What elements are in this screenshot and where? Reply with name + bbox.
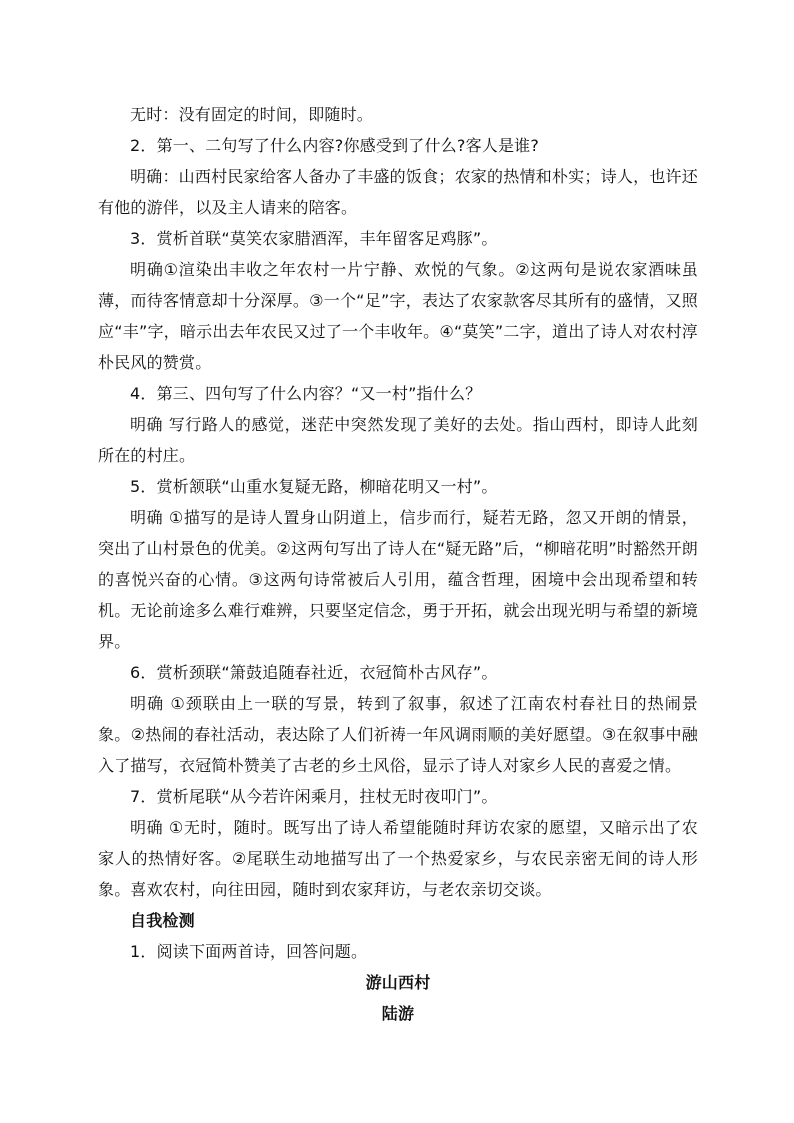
answer-7: 明确 ①无时，随时。既写出了诗人希望能随时拜访农家的愿望，又暗示出了农家人的热情好客。②尾联生动地描写出了一个热爱家乡，与农民亲密无间的诗人形象。喜欢农村，向往田园，随时到农家拜访，与老农亲切交谈。 <box>98 818 698 899</box>
answer-4: 明确 写行路人的感觉，迷茫中突然发现了美好的去处。指山西村，即诗人此刻所在的村庄。 <box>98 415 698 465</box>
question-7: 7．赏析尾联“从今若许闲乘月，拄杖无时夜叩门”。 <box>130 787 498 806</box>
poem-title: 游山西村 <box>365 973 431 992</box>
question-4: 4．第三、四句写了什么内容？“又一村”指什么？ <box>130 384 482 403</box>
question-3: 3．赏析首联“莫笑农家腊酒浑，丰年留客足鸡豚”。 <box>130 229 498 248</box>
answer-6: 明确 ①颈联由上一联的写景，转到了叙事，叙述了江南农村春社日的热闹景象。②热闹的春社活动，表达除了人们祈祷一年风调雨顺的美好愿望。③在叙事中融入了描写，衣冠简朴赞美了古老的乡土风俗，显示了诗人对家乡人民的喜爱之情。 <box>98 694 698 775</box>
section-heading: 自我检测 <box>130 911 195 930</box>
answer-5: 明确 ①描写的是诗人置身山阴道上，信步而行，疑若无路，忽又开朗的情景，突出了山村景色的优美。②这两句写出了诗人在“疑无路”后，“柳暗花明”时豁然开朗的喜悦兴奋的心情。③这两句诗常被后人引用，蕴含哲理，困境中会出现希望和转机。无论前途多么难行难辨，只要坚定信念，勇于开拓，就会出现光明与希望的新境界。 <box>98 508 698 651</box>
answer-2: 明确：山西村民家给客人备办了丰盛的饭食；农家的热情和朴实；诗人，也许还有他的游伴，以及主人请来的陪客。 <box>98 167 698 217</box>
answer-3: 明确①渲染出丰收之年农村一片宁静、欢悦的气象。②这两句是说农家酒味虽薄，而待客情意却十分深厚。③一个“足”字，表达了农家款客尽其所有的盛情，又照应“丰”字，暗示出去年农民又过了一个丰收年。④“莫笑”二字，道出了诗人对农村淳朴民风的赞赏。 <box>98 260 698 372</box>
poem-author: 陆游 <box>381 1004 415 1023</box>
question-6: 6．赏析颈联“箫鼓追随春社近，衣冠简朴古风存”。 <box>130 663 498 682</box>
document-body <box>98 99 698 1029</box>
question-2: 2．第一、二句写了什么内容?你感受到了什么?客人是谁? <box>130 136 540 155</box>
paragraph-definition: 无时：没有固定的时间，即随时。 <box>130 105 374 124</box>
exercise-question: 1．阅读下面两首诗，回答问题。 <box>130 942 368 961</box>
question-5: 5．赏析颔联“山重水复疑无路，柳暗花明又一村”。 <box>130 477 498 496</box>
